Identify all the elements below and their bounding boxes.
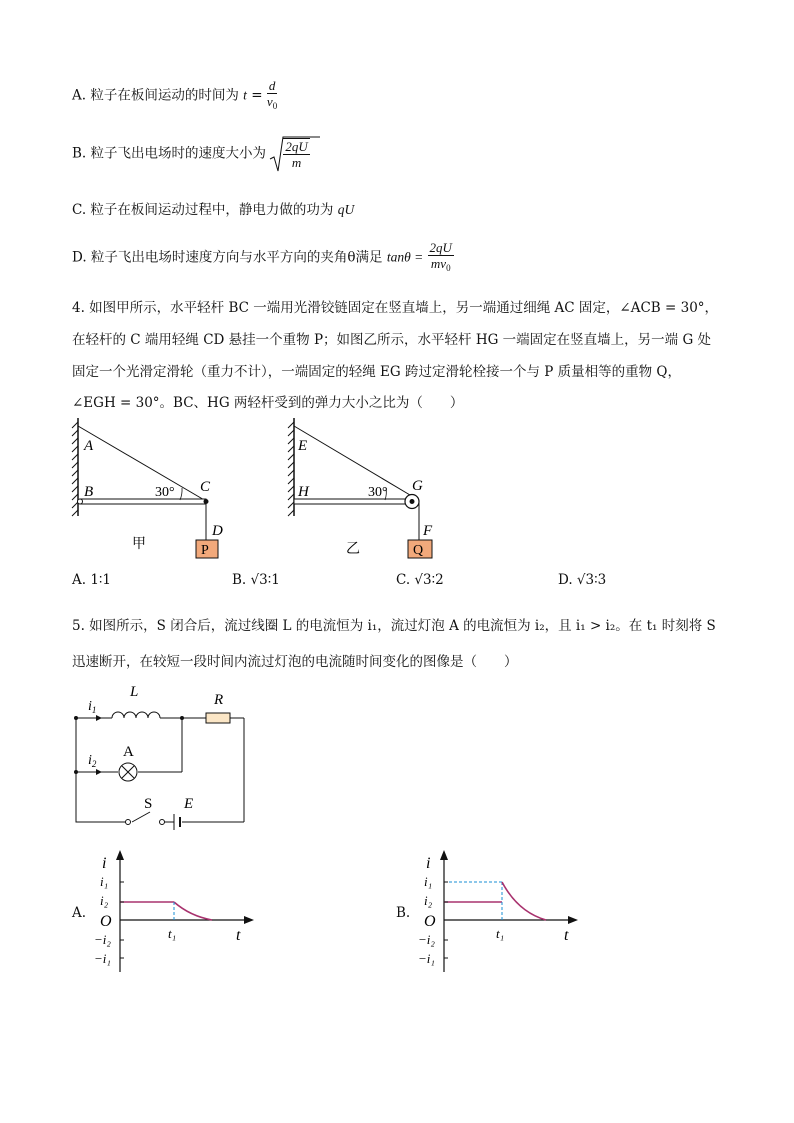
sqrt-expression [270,135,309,173]
label-A: A [84,438,94,454]
q5-line-2: 迅速断开，在较短一段时间内流过灯泡的电流随时间变化的图像是（ ） [72,654,518,670]
fraction-2qU-m [283,138,309,170]
tan-theta: tanθ = [386,249,424,265]
origin-O: O [424,913,436,930]
frac-den [428,256,454,276]
label-E: E [298,438,308,454]
angle-label: 30° [368,485,388,500]
tick-neg-i2: −i₂ [94,932,111,947]
tick-t1: t₁ [168,926,177,941]
q3-option-d[interactable] [72,240,454,276]
axis-i: i [102,855,107,872]
graph-a[interactable] [90,850,260,975]
q3-option-d-label: D. 粒子飞出电场时速度方向与水平方向的夹角θ满足 [72,249,383,266]
den-sub: 0 [446,263,451,273]
q5-line-1: 5. 如图所示，S 闭合后，流过线圈 L 的电流恒为 i₁，流过灯泡 A 的电流恒为 i₂，且 i₁ > i₂。在 t₁ 时刻将 S [72,618,716,634]
q5-option-b-label[interactable]: B. [396,905,411,921]
frac-num: 2qU [429,240,452,255]
origin-O: O [100,913,112,930]
axis-t: t [236,927,241,944]
label-B: B [84,484,94,500]
frac-num: 2qU [285,139,308,154]
label-D: D [212,523,223,539]
label-E: E [184,796,194,812]
tick-i2: i₂ [424,893,433,908]
tick-i2: i₂ [100,893,109,908]
tick-neg-i1: −i₁ [94,951,111,966]
q4-option-b[interactable]: B. √3∶1 [232,572,280,588]
q4-option-c[interactable]: C. √3∶2 [396,572,444,588]
tick-neg-i2: −i₂ [418,932,435,947]
figure-yi [286,418,456,563]
tick-t1: t₁ [496,926,505,941]
expr-qU: qU [337,202,355,217]
label-R: R [214,692,224,708]
tick-i1: i₁ [100,874,109,889]
caption-jia: 甲 [132,537,146,552]
tick-neg-i1: −i₁ [418,951,435,966]
label-i2: $i_2$ [88,753,97,769]
q3-option-a[interactable]: A. 粒子在板间运动的时间为 t = $\frac{d}{v_0}$ [72,78,277,114]
q3-option-b[interactable] [72,135,310,173]
q4-line-3: 固定一个光滑定滑轮（重力不计），一端固定的轻绳 EG 跨过定滑轮栓接一个与 P 质量相等的重物 Q， [72,364,681,380]
circuit-diagram [70,680,260,830]
label-C: C [200,479,211,495]
den-sub: 0 [272,101,278,111]
label-H: H [298,484,309,500]
radical-sign [270,135,284,173]
label-A: A [123,744,134,760]
q5-option-a-label[interactable]: A. [72,905,87,921]
label-G: G [412,478,423,494]
frac-den: m [291,155,302,170]
fraction-2qU-mv0 [428,240,454,276]
q4-line-2: 在轻杆的 C 端用轻绳 CD 悬挂一个重物 P；如图乙所示，水平轻杆 HG 一端固定在竖直墙上，另一端 G 处 [72,332,712,348]
axis-i: i [426,855,431,872]
weight-Q: Q [413,543,424,558]
fraction-d-v0 [267,78,278,114]
var-t: t [243,87,247,103]
q3-option-a-label: A. 粒子在板间运动的时间为 [72,87,239,104]
graph-b[interactable] [414,850,584,975]
q4-line-4: ∠EGH = 30°。BC、HG 两轻杆受到的弹力大小之比为（ ） [72,395,464,411]
label-i1: $i_1$ [88,699,97,715]
label-L: L [130,684,139,700]
weight-P: P [201,543,209,558]
q3-option-b-label: B. 粒子飞出电场时的速度大小为 [72,145,267,162]
label-F: F [423,523,433,539]
frac-den [267,94,278,114]
caption-yi: 乙 [346,542,360,557]
label-S: S [144,796,153,812]
den-v: v [266,94,273,109]
q3-option-c[interactable] [72,198,354,218]
q4-option-a[interactable]: A. 1∶1 [72,572,112,588]
q4-line-1: 4. 如图甲所示，水平轻杆 BC 一端用光滑铰链固定在竖直墙上，另一端通过细绳 AC 固定，∠ACB = 30°， [72,300,719,316]
axis-t: t [564,927,569,944]
tick-i1: i₁ [424,874,433,889]
q4-option-d[interactable]: D. √3∶3 [558,572,607,588]
q3-option-c-label: C. 粒子在板间运动过程中，静电力做的功为 [72,202,334,218]
angle-label: 30° [155,485,175,500]
frac-num: d [268,78,276,93]
figure-jia [70,418,230,563]
den-mv: mv [430,256,447,271]
